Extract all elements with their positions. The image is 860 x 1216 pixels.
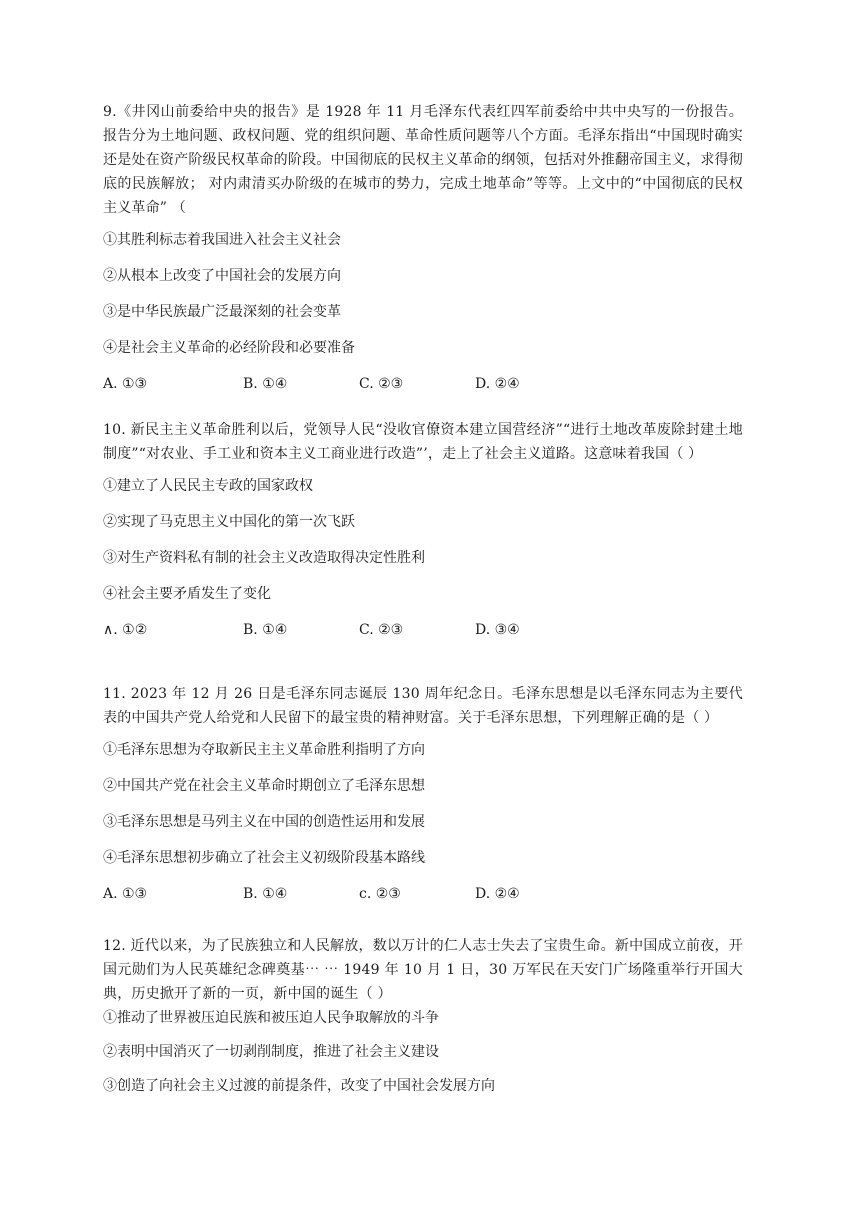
option-4: ④毛泽东思想初步确立了社会主义初级阶段基本路线 xyxy=(103,850,425,866)
option-3: ③毛泽东思想是马列主义在中国的创造性运用和发展 xyxy=(103,814,425,830)
option-1: ①其胜利标志着我国进入社会主义社会 xyxy=(103,232,341,248)
answer-choices xyxy=(103,882,743,906)
choice-d: D. ③④ xyxy=(475,622,520,638)
option-3: ③是中华民族最广泛最深刻的社会变革 xyxy=(103,304,341,320)
choice-a: A. ①③ xyxy=(103,376,148,392)
question-11 xyxy=(103,682,743,906)
choice-c: c. ②③ xyxy=(359,886,401,902)
option-3: ③对生产资料私有制的社会主义改造取得决定性胜利 xyxy=(103,550,425,566)
choice-b: B. ①④ xyxy=(243,886,288,902)
choice-a: ∧. ①② xyxy=(103,622,148,638)
option-2: ②表明中国消灭了一切剥削制度，推进了社会主义建设 xyxy=(103,1044,439,1060)
question-9 xyxy=(103,100,743,396)
choice-c: C. ②③ xyxy=(359,376,404,392)
option-2: ②实现了马克思主义中国化的第一次飞跃 xyxy=(103,514,355,530)
choice-d: D. ②④ xyxy=(475,886,520,902)
option-2: ②从根本上改变了中国社会的发展方向 xyxy=(103,268,341,284)
option-3: ③创造了向社会主义过渡的前提条件，改变了中国社会发展方向 xyxy=(103,1078,495,1094)
option-4: ④社会主要矛盾发生了变化 xyxy=(103,586,271,602)
question-stem: 9.《井冈山前委给中央的报告》是 1928 年 11 月毛泽东代表红四军前委给中共中央写的一份报告。报告分为土地问题、政权问题、党的组织问题、革命性质问题等八个方面。毛泽东指出“中国现时确实还是处在资产阶级民权革命的阶段。中国彻底的民权主义革命的纲领，包括对外推翻帝国主义，求得彻底的民族解放； 对内肃清买办阶级的在城市的势力，完成土地革命”等等。上文中的“中国彻底的民权主义革命” （ xyxy=(103,104,743,216)
option-1: ①毛泽东思想为夺取新民主主义革命胜利指明了方向 xyxy=(103,742,425,758)
choice-c: C. ②③ xyxy=(359,622,404,638)
choice-b: B. ①④ xyxy=(243,622,288,638)
question-12 xyxy=(103,934,743,1108)
option-4: ④是社会主义革命的必经阶段和必要准备 xyxy=(103,340,355,356)
option-2: ②中国共产党在社会主义革命时期创立了毛泽东思想 xyxy=(103,778,425,794)
choice-b: B. ①④ xyxy=(243,376,288,392)
answer-choices xyxy=(103,618,743,642)
choice-d: D. ②④ xyxy=(475,376,520,392)
question-10 xyxy=(103,418,743,642)
question-stem: 10. 新民主主义革命胜利以后，党领导人民“没收官僚资本建立国营经济”“进行土地改革废除封建土地制度”“对农业、手工业和资本主义工商业进行改造”’，走上了社会主义道路。这意味着我国（ ） xyxy=(103,422,743,462)
answer-choices xyxy=(103,372,743,396)
question-stem: 11. 2023 年 12 月 26 日是毛泽东同志诞辰 130 周年纪念日。毛泽东思想是以毛泽东同志为主要代表的中国共产党人给党和人民留下的最宝贵的精神财富。关于毛泽东思想，下列理解正确的是（ ） xyxy=(103,686,743,726)
option-1: ①推动了世界被压迫民族和被压迫人民争取解放的斗争 xyxy=(103,1010,439,1026)
question-stem: 12. 近代以来，为了民族独立和人民解放，数以万计的仁人志士失去了宝贵生命。新中国成立前夜，开国元勋们为人民英雄纪念碑奠基⋯ ⋯ 1949 年 10 月 1 日，30 万军民在天安门广场隆重举行开国大典，历史掀开了新的一页，新中国的诞生（ ） xyxy=(103,938,743,1002)
choice-a: A. ①③ xyxy=(103,886,148,902)
option-1: ①建立了人民民主专政的国家政权 xyxy=(103,478,313,494)
